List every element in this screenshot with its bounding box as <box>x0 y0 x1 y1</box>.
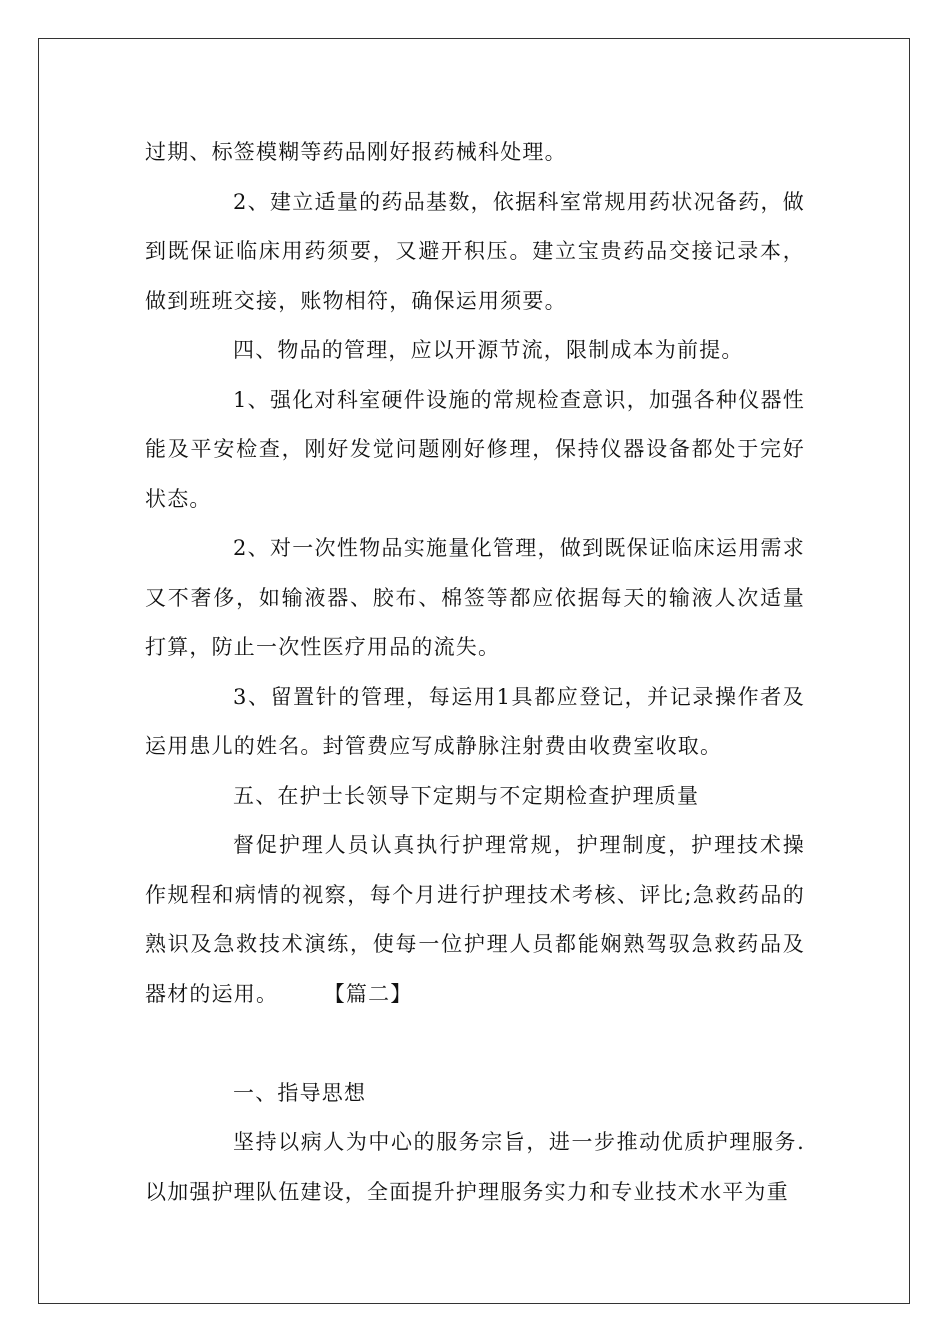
paragraph-disposable-items: 2、对一次性物品实施量化管理，做到既保证临床运用需求又不奢侈，如输液器、胶布、棉签等都应依据每天的输液人次适量打算，防止一次性医疗用品的流失。 <box>145 536 805 659</box>
paragraph-drug-base-count: 2、建立适量的药品基数，依据科室常规用药状况备药，做到既保证临床用药须要，又避开积压。建立宝贵药品交接记录本，做到班班交接，账物相符，确保运用须要。 <box>145 189 805 313</box>
heading-quality-inspection: 五、在护士长领导下定期与不定期检查护理质量 <box>233 783 700 808</box>
paragraph-indwelling-needle: 3、留置针的管理，每运用1具都应登记，并记录操作者及运用患儿的姓名。封管费应写成静脉注射费由收费室收取。 <box>145 684 805 758</box>
blank-line <box>145 1019 805 1069</box>
paragraph-supervise-nursing <box>145 821 805 1019</box>
heading-guiding-ideology: 一、指导思想 <box>233 1080 367 1105</box>
paragraph-patient-centered: 坚持以病人为中心的服务宗旨，进一步推动优质护理服务.以加强护理队伍建设，全面提升护理服务实力和专业技术水平为重 <box>145 1130 805 1204</box>
heading-item-management: 四、物品的管理，应以开源节流，限制成本为前提。 <box>233 338 744 362</box>
section-tag-part-two: 【篇二】 <box>334 981 413 1006</box>
paragraph-hardware-inspection: 1、强化对科室硬件设施的常规检查意识，加强各种仪器性能及平安检查，刚好发觉问题刚好修理，保持仪器设备都处于完好状态。 <box>145 387 805 511</box>
document-body <box>145 128 805 1217</box>
paragraph-expired-drugs: 过期、标签模糊等药品刚好报药械科处理。 <box>145 140 567 164</box>
paragraph-supervise-nursing-text: 督促护理人员认真执行护理常规，护理制度，护理技术操作规程和病情的视察，每个月进行护理技术考核、评比;急救药品的熟识及急救技术演练，使每一位护理人员都能娴熟驾驭急救药品及器材的运用。 <box>145 833 805 1006</box>
